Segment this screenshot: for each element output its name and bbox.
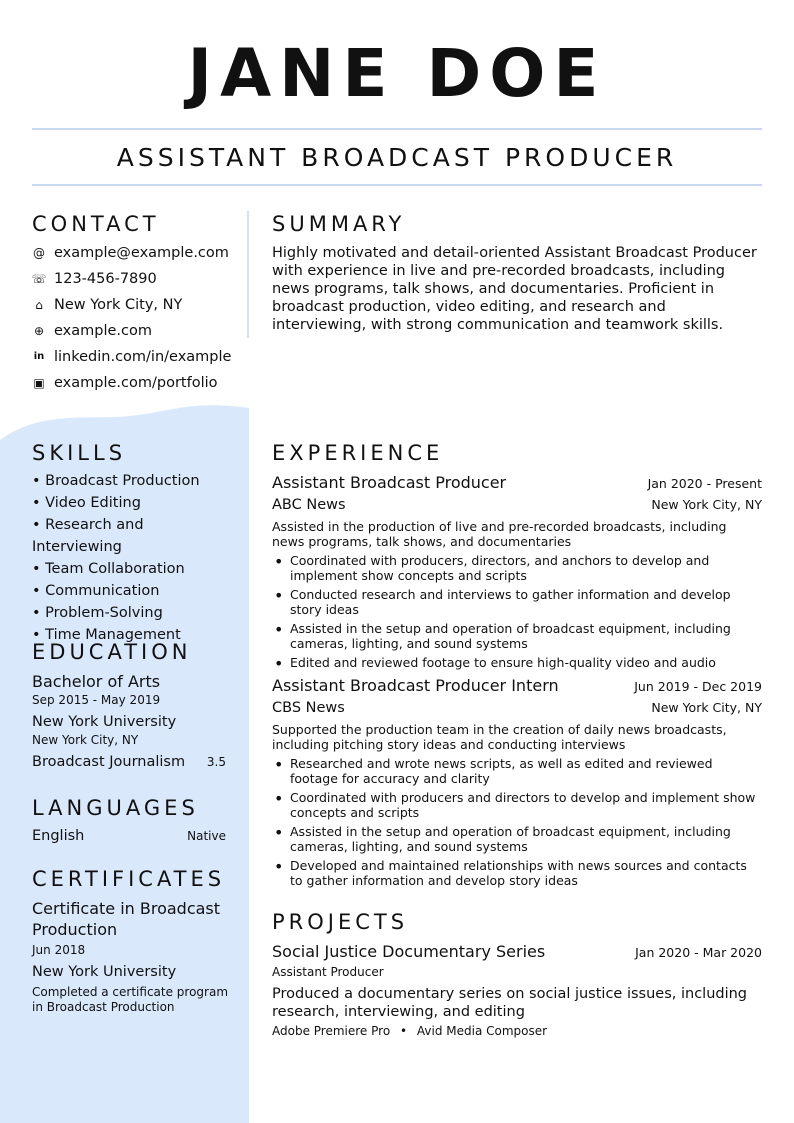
tool-separator: • — [400, 1024, 408, 1038]
contact-website[interactable] — [32, 318, 232, 344]
skills-heading: SKILLS — [32, 441, 127, 465]
experience-job-1 — [272, 472, 762, 674]
education-school: New York University — [32, 714, 177, 730]
job-1-dates: Jan 2020 - Present — [647, 476, 762, 491]
contact-portfolio[interactable] — [32, 370, 232, 396]
skills-list — [32, 470, 232, 646]
globe-icon: ⊕ — [33, 324, 45, 338]
home-icon: ⌂ — [35, 298, 43, 312]
header-rule-bottom — [32, 184, 762, 186]
header-rule-top — [32, 128, 762, 130]
job-2-dates: Jun 2019 - Dec 2019 — [634, 679, 762, 694]
job-2-company: CBS News — [272, 700, 345, 716]
certificate-title: Certificate in Broadcast Production — [32, 899, 221, 939]
at-icon: @ — [33, 246, 45, 260]
skill-item: • Team Collaboration — [32, 561, 185, 577]
contact-list — [32, 240, 232, 396]
certificates-heading: CERTIFICATES — [32, 867, 226, 891]
project-dates: Jan 2020 - Mar 2020 — [635, 945, 762, 960]
list-item: • Conducted research and interviews to gather information and develop story ideas — [272, 587, 762, 617]
language-name: English — [32, 828, 85, 844]
contact-linkedin[interactable] — [32, 344, 232, 370]
linkedin-icon: in — [33, 351, 45, 362]
skill-item: • Time Management — [32, 627, 181, 643]
summary-heading: SUMMARY — [272, 212, 406, 236]
project-entry — [272, 941, 762, 1040]
certificate-date: Jun 2018 — [32, 943, 86, 957]
project-tool: Adobe Premiere Pro — [272, 1024, 391, 1038]
skill-item: • Broadcast Production — [32, 473, 200, 489]
education-field: Broadcast Journalism — [32, 754, 186, 770]
list-item: • Coordinated with producers, directors, and anchors to develop and implement show concepts and scripts — [272, 553, 762, 583]
job-2-bullets — [272, 756, 762, 888]
contact-location — [32, 292, 232, 318]
education-dates: Sep 2015 - May 2019 — [32, 693, 161, 707]
certificate-description: Completed a certificate program in Broadcast Production — [32, 985, 229, 1014]
language-level: Native — [187, 829, 226, 843]
list-item: • Coordinated with producers and directors to develop and implement show concepts and scripts — [272, 790, 762, 820]
job-2-description: Supported the production team in the creation of daily news broadcasts, including pitching story ideas and conducting interviews — [272, 722, 727, 752]
experience-job-2 — [272, 675, 762, 892]
contact-linkedin-text: linkedin.com/in/example — [54, 349, 232, 365]
language-item — [32, 826, 226, 846]
job-1-title: Assistant Broadcast Producer — [272, 473, 507, 492]
project-description: Produced a documentary series on social justice issues, including research, interviewing, and editing — [272, 986, 748, 1020]
list-item: • Developed and maintained relationships with news sources and contacts to gather information and develop story ideas — [272, 858, 762, 888]
education-gpa: 3.5 — [206, 755, 226, 769]
skill-item: • Problem-Solving — [32, 605, 163, 621]
portfolio-icon: ▣ — [33, 376, 45, 390]
contact-email[interactable] — [32, 240, 232, 266]
contact-website-text: example.com — [54, 323, 152, 339]
job-1-company: ABC News — [272, 497, 346, 513]
education-location: New York City, NY — [32, 733, 139, 747]
job-1-location: New York City, NY — [651, 497, 762, 512]
contact-heading: CONTACT — [32, 212, 160, 236]
list-item: • Researched and wrote news scripts, as well as edited and reviewed footage for accuracy and clarity — [272, 756, 762, 786]
education-heading: EDUCATION — [32, 640, 192, 664]
job-2-title: Assistant Broadcast Producer Intern — [272, 676, 559, 695]
job-title: ASSISTANT BROADCAST PRODUCER — [116, 143, 678, 172]
list-item: • Assisted in the setup and operation of broadcast equipment, including cameras, lighting, and sound systems — [272, 824, 762, 854]
job-2-location: New York City, NY — [651, 700, 762, 715]
certificate-entry — [32, 898, 232, 1015]
contact-phone[interactable] — [32, 266, 232, 292]
list-item: • Assisted in the setup and operation of broadcast equipment, including cameras, lighting, and sound systems — [272, 621, 762, 651]
skill-item: • Communication — [32, 583, 160, 599]
summary-text: Highly motivated and detail-oriented Assistant Broadcast Producer with experience in live and pre-recorded broadcasts, including news programs, talk shows, and documentaries. Proficient in broadcast production, video editing, and research and interviewing, with strong communication and teamwork skills. — [272, 245, 757, 333]
job-1-bullets — [272, 553, 762, 670]
education-entry — [32, 671, 226, 772]
phone-icon: ☏ — [31, 272, 47, 286]
column-divider — [247, 211, 249, 338]
skill-item: • Research and Interviewing — [32, 517, 144, 555]
job-1-description: Assisted in the production of live and pre-recorded broadcasts, including news programs, talk shows, and documentaries — [272, 519, 727, 549]
list-item: • Edited and reviewed footage to ensure high-quality video and audio — [272, 655, 762, 670]
certificate-issuer: New York University — [32, 964, 177, 980]
contact-phone-text: 123-456-7890 — [54, 271, 157, 287]
experience-heading: EXPERIENCE — [272, 441, 444, 465]
education-degree: Bachelor of Arts — [32, 672, 161, 691]
candidate-name: JANE DOE — [187, 35, 607, 112]
project-title: Social Justice Documentary Series — [272, 942, 546, 961]
languages-heading: LANGUAGES — [32, 796, 199, 820]
projects-heading: PROJECTS — [272, 910, 409, 934]
skill-item: • Video Editing — [32, 495, 141, 511]
project-role: Assistant Producer — [272, 965, 384, 979]
project-tools — [272, 1023, 762, 1040]
contact-portfolio-text: example.com/portfolio — [54, 375, 218, 391]
contact-location-text: New York City, NY — [54, 297, 183, 313]
contact-email-text: example@example.com — [54, 245, 229, 261]
project-tool: Avid Media Composer — [416, 1024, 548, 1038]
